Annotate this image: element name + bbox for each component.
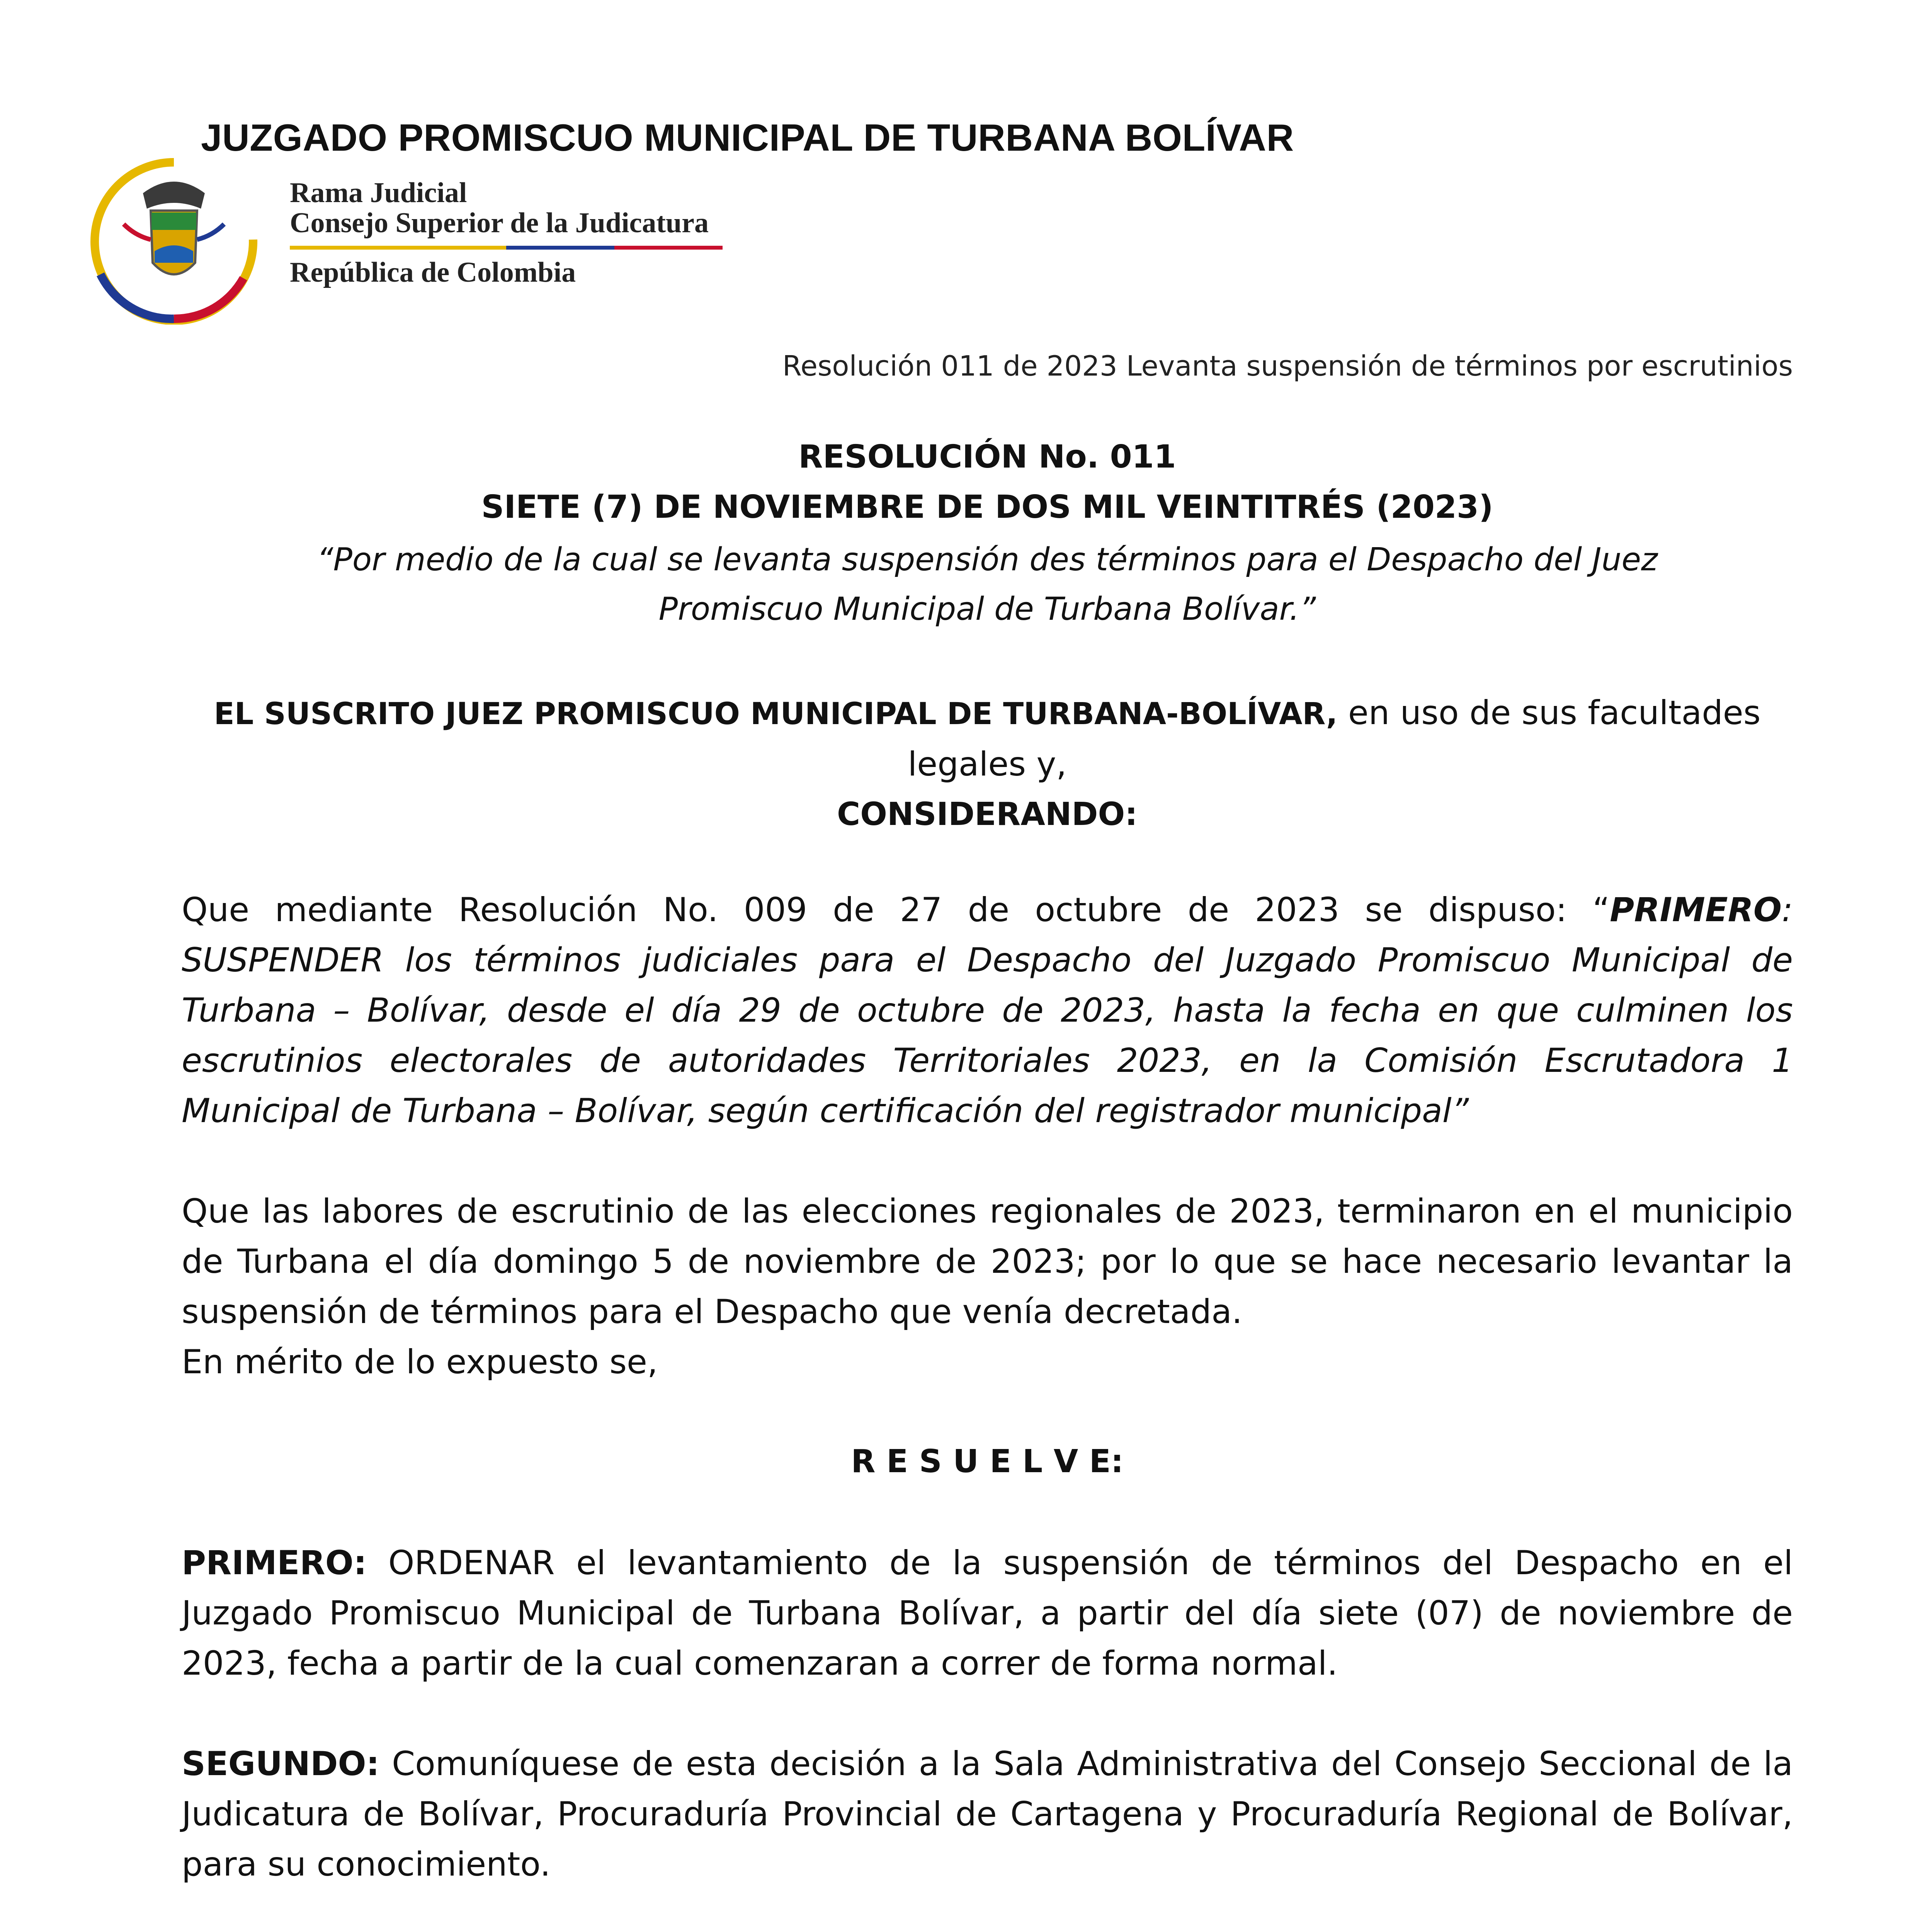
consideration-1-intro: Que mediante Resolución No. 009 de 27 de octubre de 2023 se dispuso: “	[182, 891, 1610, 929]
preamble-rest-1: en uso de sus facultades	[1337, 694, 1761, 732]
order-primero-text: ORDENAR el levantamiento de la suspensión de términos del Despacho en el Juzgado Promiscuo Municipal de Turbana Bolívar, a partir del día siete (07) de noviembre de 2023, fecha a partir de la cual comenzaran a correr de forma normal.	[182, 1544, 1793, 1683]
order-primero-label: PRIMERO:	[182, 1544, 367, 1582]
subtitle-line-1: “Por medio de la cual se levanta suspensión des términos para el Despacho del Juez	[316, 541, 1658, 578]
colombia-coat-of-arms-icon	[77, 147, 270, 325]
order-segundo-label: SEGUNDO:	[182, 1745, 379, 1783]
order-segundo-text: Comuníquese de esta decisión a la Sala Administrativa del Consejo Seccional de la Judicatura de Bolívar, Procuraduría Provincial de Cartagena y Procuraduría Regional de Bolívar, para su conocimiento.	[182, 1745, 1793, 1884]
logo-line-rama: Rama Judicial	[290, 177, 467, 209]
consideration-1-primero: PRIMERO	[1610, 891, 1782, 929]
preamble-rest-2: legales y,	[908, 745, 1067, 784]
logo-text	[290, 178, 709, 287]
order-primero	[182, 1538, 1793, 1689]
resolution-date: SIETE (7) DE NOVIEMBRE DE DOS MIL VEINTITRÉS (2023)	[481, 489, 1493, 526]
consideration-2: Que las labores de escrutinio de las elecciones regionales de 2023, terminaron en el municipio de Turbana el día domingo 5 de noviembre de 2023; por lo que se hace necesario levantar la suspensión de términos para el Despacho que venía decretada.	[182, 1192, 1793, 1331]
subtitle-line-2: Promiscuo Municipal de Turbana Bolívar.”	[658, 591, 1316, 628]
order-segundo	[182, 1739, 1793, 1889]
consideration-3: En mérito de lo expuesto se,	[182, 1343, 658, 1381]
considerando-heading: CONSIDERANDO:	[837, 796, 1138, 833]
consideration-1	[182, 885, 1793, 1136]
consideration-1-quote: : SUSPENDER los términos judiciales para el Despacho del Juzgado Promiscuo Municipal de Turbana – Bolívar, desde el día 29 de octubre de 2023, hasta la fecha en que culminen los escrutinios electorales de autoridades Territoriales 2023, en la Comisión Escrutadora 1 Municipal de Turbana – Bolívar, según certificación del registrador municipal”	[182, 891, 1793, 1130]
logo-line-consejo: Consejo Superior de la Judicatura	[290, 207, 709, 239]
court-name: JUZGADO PROMISCUO MUNICIPAL DE TURBANA BOLÍVAR	[201, 116, 1294, 159]
preamble	[182, 688, 1793, 840]
logo-divider	[290, 246, 723, 250]
logo-line-republica: República de Colombia	[290, 257, 576, 288]
resolution-subtitle	[182, 535, 1793, 634]
document-reference: Resolución 011 de 2023 Levanta suspensión de términos por escrutinios	[782, 350, 1793, 382]
resuelve-heading: R E S U E L V E:	[851, 1443, 1124, 1480]
preamble-bold: EL SUSCRITO JUEZ PROMISCUO MUNICIPAL DE TURBANA-BOLÍVAR,	[214, 697, 1338, 731]
resolution-number: RESOLUCIÓN No. 011	[798, 439, 1176, 475]
